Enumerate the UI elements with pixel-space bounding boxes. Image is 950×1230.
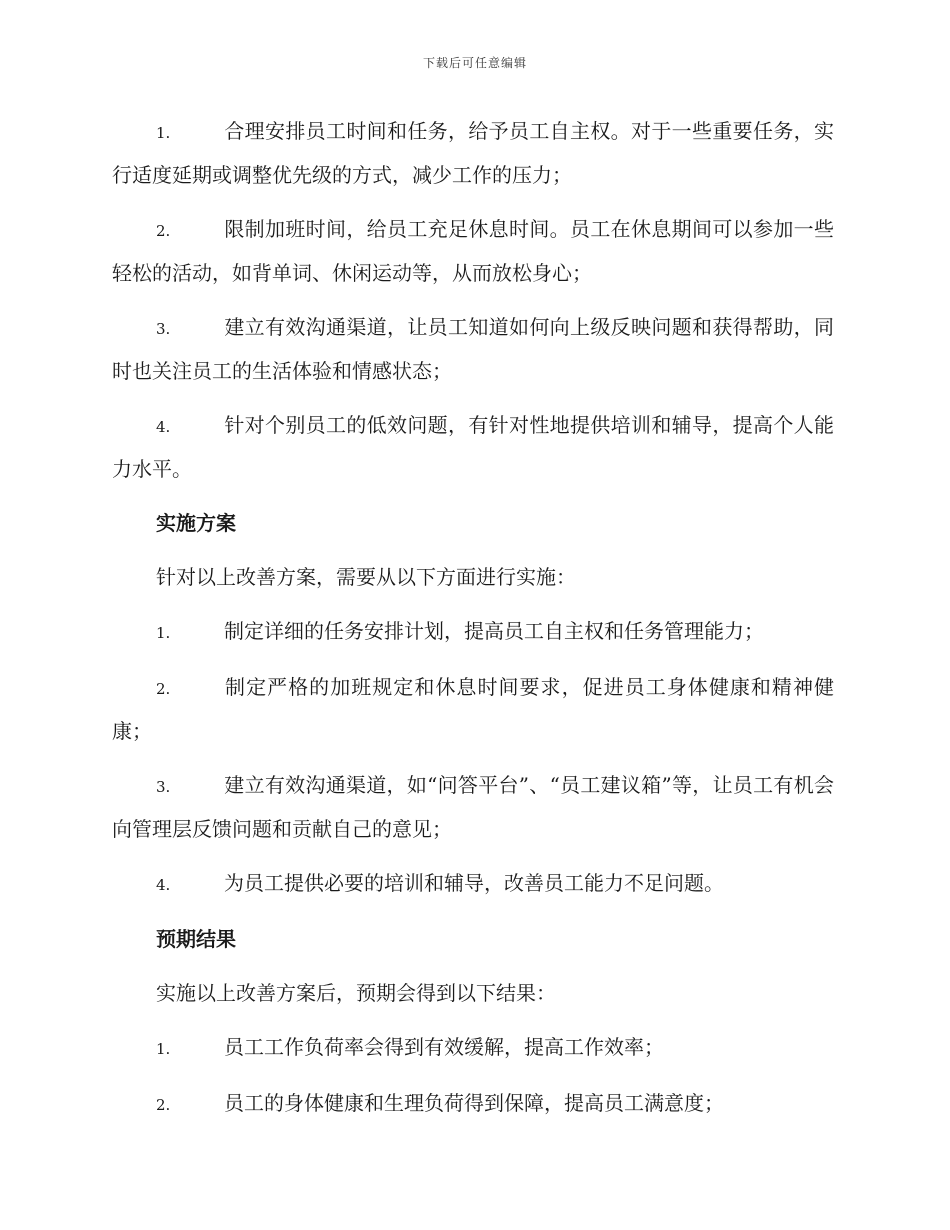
list-text: 制定详细的任务安排计划，提高员工自主权和任务管理能力； [224, 619, 764, 643]
list-text: 合理安排员工时间和任务，给予员工自主权。对于一些重要任务，实行适度延期或调整优先级的方式，减少工作的压力； [112, 119, 834, 187]
list-number: 2. [156, 680, 171, 698]
list-item [112, 110, 834, 196]
section-heading-implementation: 实施方案 [156, 511, 236, 535]
list-text: 针对个别员工的低效问题，有针对性地提供培训和辅导，提高个人能力水平。 [112, 413, 834, 481]
list-text: 建立有效沟通渠道，如“问答平台”、“员工建议箱”等，让员工有机会向管理层反馈问题和贡献自己的意见； [112, 773, 834, 841]
list-text: 员工的身体健康和生理负荷得到保障，提高员工满意度； [224, 1091, 724, 1115]
section-intro: 实施以上改善方案后，预期会得到以下结果： [156, 981, 556, 1005]
section-intro: 针对以上改善方案，需要从以下方面进行实施： [156, 565, 576, 589]
list-text: 为员工提供必要的培训和辅导，改善员工能力不足问题。 [224, 871, 724, 895]
list-number: 1. [156, 1040, 171, 1058]
section-heading-expected-results: 预期结果 [156, 927, 236, 951]
list-item [112, 1082, 834, 1126]
list-number: 2. [156, 1096, 171, 1114]
list-item [112, 666, 834, 752]
list-item [112, 404, 834, 490]
list-number: 3. [156, 778, 171, 796]
list-number: 3. [156, 320, 171, 338]
list-item [112, 764, 834, 850]
list-number: 1. [156, 624, 171, 642]
list-number: 4. [156, 418, 171, 436]
list-text: 制定严格的加班规定和休息时间要求，促进员工身体健康和精神健康； [112, 675, 834, 743]
list-item [112, 1026, 834, 1070]
list-number: 2. [156, 222, 171, 240]
list-item [112, 306, 834, 392]
document-body [112, 110, 834, 1138]
list-text: 建立有效沟通渠道，让员工知道如何向上级反映问题和获得帮助，同时也关注员工的生活体验和情感状态； [112, 315, 834, 383]
list-number: 1. [156, 124, 171, 142]
list-number: 4. [156, 876, 171, 894]
page-header: 下载后可任意编辑 [422, 56, 527, 70]
list-item [112, 208, 834, 294]
list-text: 员工工作负荷率会得到有效缓解，提高工作效率； [224, 1035, 664, 1059]
list-item [112, 610, 834, 654]
list-item [112, 862, 834, 906]
list-text: 限制加班时间，给员工充足休息时间。员工在休息期间可以参加一些轻松的活动，如背单词、休闲运动等，从而放松身心； [112, 217, 834, 285]
